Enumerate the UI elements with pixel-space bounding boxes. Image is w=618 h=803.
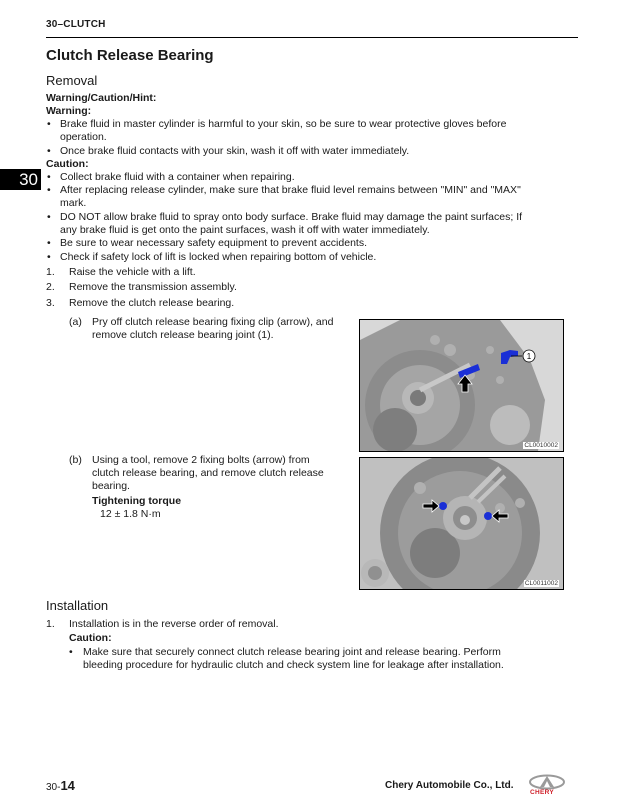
company-name: Chery Automobile Co., Ltd. bbox=[385, 780, 514, 791]
install-caution-label: Caution: bbox=[69, 632, 112, 644]
svg-text:1: 1 bbox=[526, 352, 532, 361]
section-header: 30–CLUTCH bbox=[46, 19, 106, 30]
figure-release-bearing-bolts bbox=[359, 457, 564, 590]
caution-label: Caution: bbox=[46, 158, 89, 170]
torque-label: Tightening torque bbox=[92, 495, 182, 507]
figure-code: CL0011002 bbox=[524, 580, 558, 587]
installation-heading: Installation bbox=[46, 598, 109, 613]
chapter-tab bbox=[0, 169, 41, 190]
figure-code: CL0010002 bbox=[524, 442, 558, 449]
transmission-housing-illustration bbox=[360, 320, 563, 451]
chapter-tab-label: 30 bbox=[19, 170, 38, 189]
wch-label: Warning/Caution/Hint: bbox=[46, 92, 157, 104]
warning-label: Warning: bbox=[46, 105, 92, 117]
bullet: • bbox=[47, 118, 51, 130]
chery-logo bbox=[527, 774, 567, 798]
page-title: Clutch Release Bearing bbox=[46, 47, 214, 64]
removal-heading: Removal bbox=[46, 73, 98, 88]
figure-release-bearing-clip bbox=[359, 319, 564, 452]
chery-logo-text: CHERY bbox=[530, 789, 555, 796]
header-divider bbox=[46, 37, 578, 38]
page-number: 30-14 bbox=[46, 778, 75, 793]
bullet: • bbox=[47, 145, 51, 157]
torque-value: 12 ± 1.8 N·m bbox=[100, 508, 161, 520]
chery-logo-icon bbox=[527, 774, 567, 790]
release-bearing-illustration bbox=[360, 458, 563, 589]
